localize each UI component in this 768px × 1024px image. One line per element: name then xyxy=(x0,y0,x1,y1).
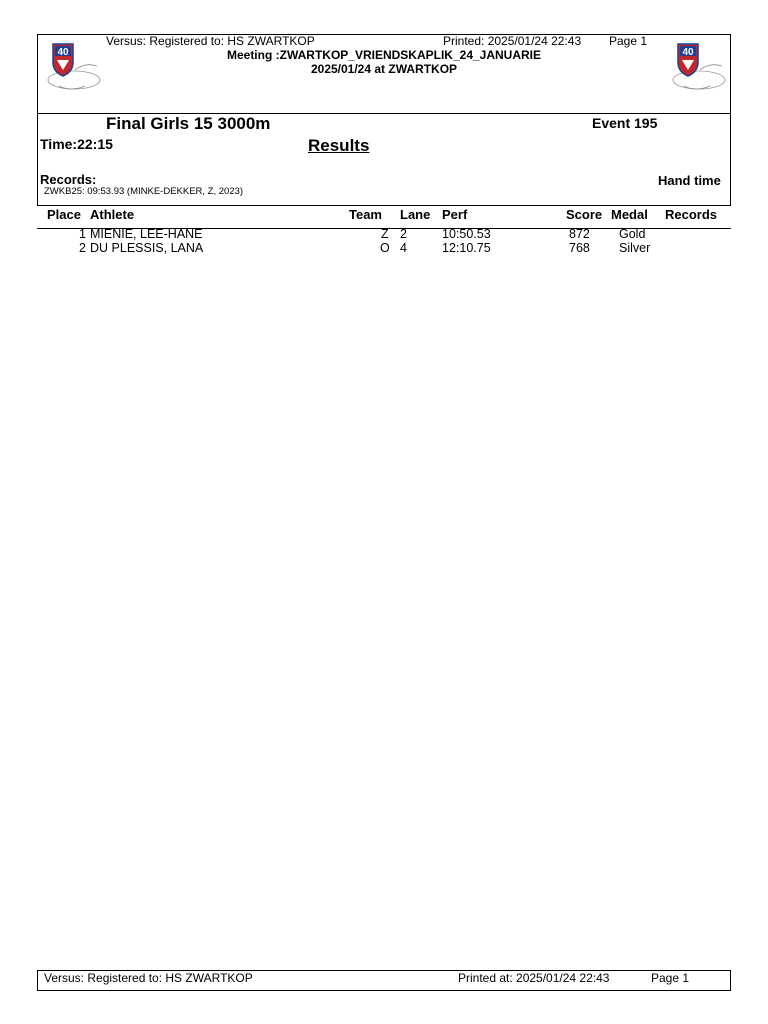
row-lane: 4 xyxy=(400,241,407,255)
logo-text-left: 40 xyxy=(57,47,69,58)
header-printed: Printed: 2025/01/24 22:43 xyxy=(443,34,582,48)
row-medal: Silver xyxy=(619,241,651,255)
col-medal: Medal xyxy=(611,207,648,222)
event-title: Final Girls 15 3000m xyxy=(106,114,271,133)
row-athlete: DU PLESSIS, LANA xyxy=(90,241,204,255)
row-lane: 2 xyxy=(400,227,407,241)
col-records: Records xyxy=(665,207,718,222)
col-team: Team xyxy=(349,207,382,222)
row-score: 768 xyxy=(569,241,590,255)
col-athlete: Athlete xyxy=(90,207,135,222)
row-place: 2 xyxy=(79,241,86,255)
header-meeting: Meeting :ZWARTKOP_VRIENDSKAPLIK_24_JANUARIE xyxy=(226,48,542,62)
col-score: Score xyxy=(566,207,603,222)
header-page: Page 1 xyxy=(609,34,648,48)
record-line: ZWKB25: 09:53.93 (MINKE-DEKKER, Z, 2023) xyxy=(44,186,244,197)
event-number: Event 195 xyxy=(592,115,658,131)
row-perf: 12:10.75 xyxy=(442,241,491,255)
col-lane: Lane xyxy=(400,207,431,222)
records-label: Records: xyxy=(40,172,97,187)
header-versus: Versus: Registered to: HS ZWARTKOP xyxy=(106,34,315,48)
event-time: Time:22:15 xyxy=(40,136,113,152)
row-athlete: MIENIE, LEE-HANE xyxy=(90,227,203,241)
header-date-location: 2025/01/24 at ZWARTKOP xyxy=(310,62,458,76)
col-place: Place xyxy=(47,207,81,222)
footer-page: Page 1 xyxy=(651,971,690,985)
hand-time-label: Hand time xyxy=(658,173,721,188)
row-team: O xyxy=(380,241,390,255)
results-heading: Results xyxy=(308,136,370,155)
logo-text-right: 40 xyxy=(682,47,694,58)
row-place: 1 xyxy=(79,227,86,241)
row-team: Z xyxy=(381,227,389,241)
footer-versus: Versus: Registered to: HS ZWARTKOP xyxy=(44,971,253,985)
row-score: 872 xyxy=(569,227,590,241)
footer-printed: Printed at: 2025/01/24 22:43 xyxy=(458,971,610,985)
row-medal: Gold xyxy=(619,227,646,241)
row-perf: 10:50.53 xyxy=(442,227,491,241)
col-perf: Perf xyxy=(442,207,468,222)
